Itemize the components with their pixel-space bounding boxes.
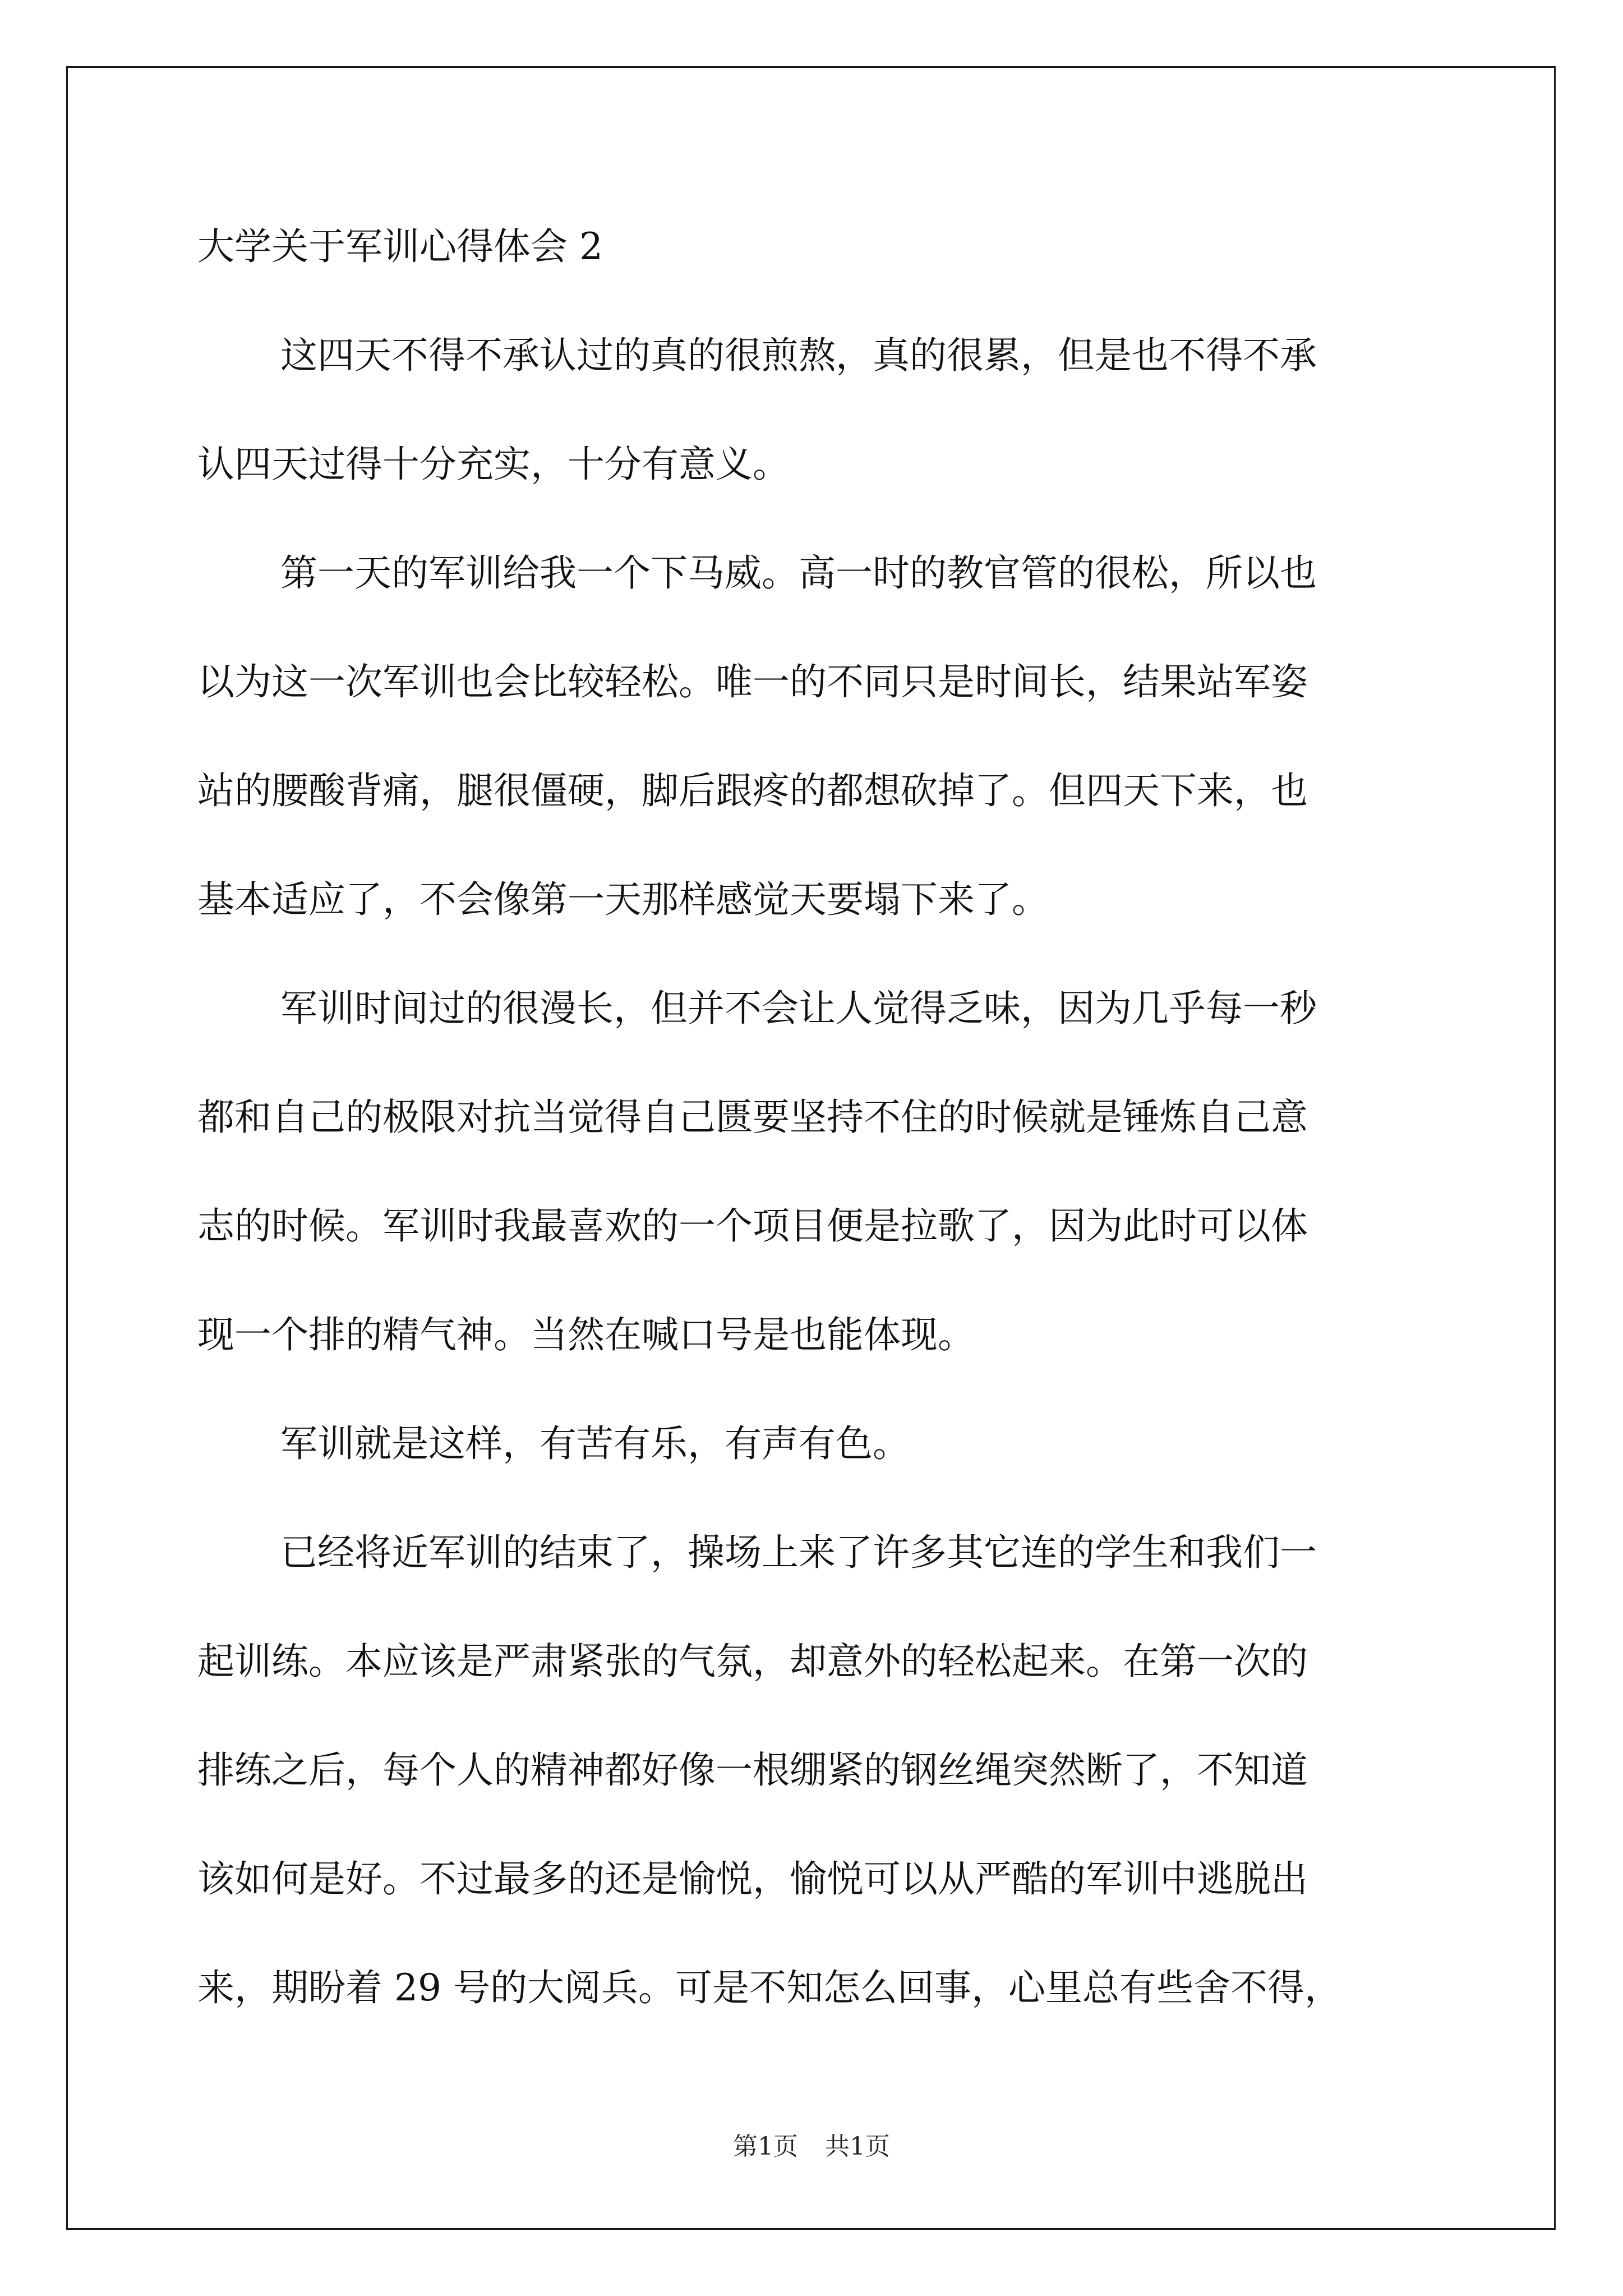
paragraph <box>197 1417 1431 1471</box>
paragraph <box>197 1526 1431 2015</box>
paragraph-line: 来，期盼着 29 号的大阅兵。可是不知怎么回事，心里总有些舍不得， <box>197 1966 1341 2009</box>
document-body <box>197 220 1431 2070</box>
paragraph-line: 军训就是这样，有苦有乐，有声有色。 <box>280 1422 910 1465</box>
page-footer <box>0 2126 1623 2162</box>
paragraph-line: 认四天过得十分充实，十分有意义。 <box>197 443 790 486</box>
paragraph-line: 已经将近军训的结束了，操场上来了许多其它连的学生和我们一 <box>280 1531 1317 1574</box>
paragraph-line: 排练之后，每个人的精神都好像一根绷紧的钢丝绳突然断了，不知道 <box>197 1749 1308 1792</box>
paragraph-line: 志的时候。军训时我最喜欢的一个项目便是拉歌了，因为此时可以体 <box>197 1204 1308 1248</box>
paragraph-line: 第一天的军训给我一个下马威。高一时的教官管的很松，所以也 <box>280 551 1317 595</box>
paragraph-line: 站的腰酸背痛，腿很僵硬，脚后跟疼的都想砍掉了。但四天下来，也 <box>197 769 1308 812</box>
paragraph-line: 军训时间过的很漫长，但并不会让人觉得乏味，因为几乎每一秒 <box>280 987 1317 1030</box>
paragraph-line: 基本适应了，不会像第一天那样感觉天要塌下来了。 <box>197 878 1049 921</box>
paragraph-line: 这四天不得不承认过的真的很煎熬，真的很累，但是也不得不承 <box>280 334 1317 377</box>
page-number-total: 共1页 <box>825 2132 890 2161</box>
paragraph-line: 现一个排的精气神。当然在喊口号是也能体现。 <box>197 1313 975 1356</box>
paragraph-line: 该如何是好。不过最多的还是愉悦，愉悦可以从严酷的军训中逃脱出 <box>197 1857 1308 1901</box>
paragraph-line: 都和自己的极限对抗当觉得自己匮要坚持不住的时候就是锤炼自己意 <box>197 1096 1308 1139</box>
paragraph-line: 起训练。本应该是严肃紧张的气氛，却意外的轻松起来。在第一次的 <box>197 1640 1308 1683</box>
paragraph <box>197 546 1431 927</box>
paragraph <box>197 982 1431 1362</box>
paragraph <box>197 329 1431 491</box>
paragraph-line: 以为这一次军训也会比较轻松。唯一的不同只是时间长，结果站军姿 <box>197 660 1308 703</box>
document-title: 大学关于军训心得体会 2 <box>197 225 603 268</box>
page-number-current: 第1页 <box>733 2132 798 2161</box>
